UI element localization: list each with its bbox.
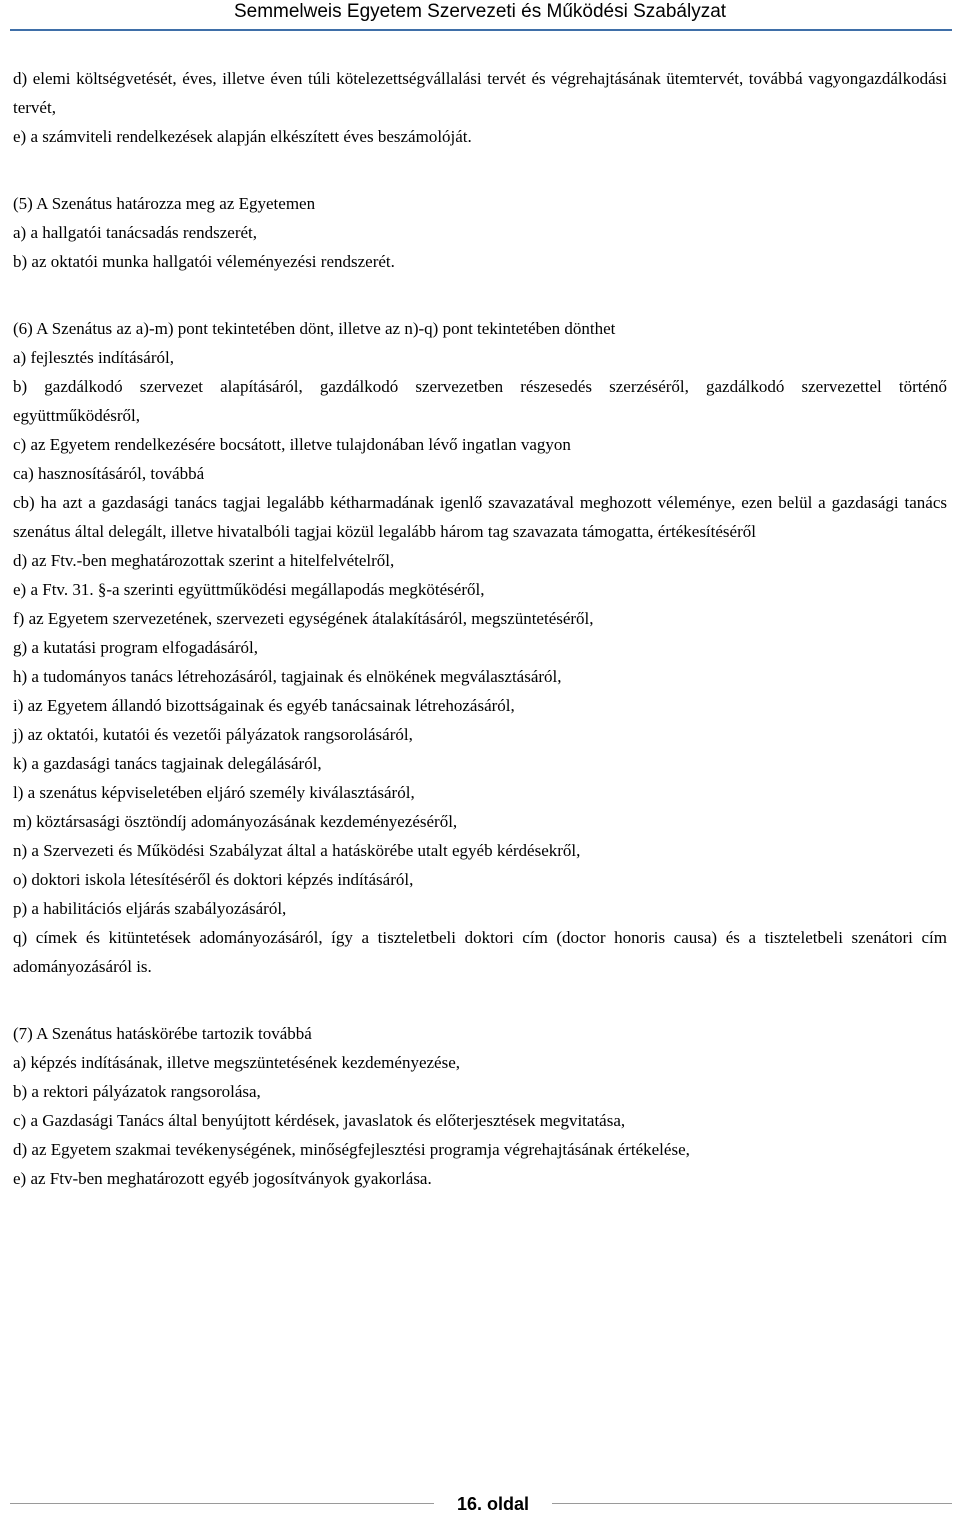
header-divider [10,29,952,31]
footer-rule-left [10,1503,434,1504]
document-header-title: Semmelweis Egyetem Szervezeti és Működési Szabályzat [233,1,727,22]
section-6-item-n: n) a Szervezeti és Működési Szabályzat által a hatáskörébe utalt egyéb kérdésekről, [13,841,581,860]
section-6-heading: (6) A Szenátus az a)-m) pont tekintetében dönt, illetve az n)-q) pont tekintetében dönthet [13,319,616,338]
document-body [13,64,947,1193]
section-7-item-e: e) az Ftv-ben meghatározott egyéb jogosítványok gyakorlása. [13,1169,432,1188]
section-6-item-m: m) köztársasági ösztöndíj adományozásának kezdeményezéséről, [13,812,458,831]
footer-rule-right [552,1503,952,1504]
paragraph-d-budget: d) elemi költségvetését, éves, illetve éven túli kötelezettségvállalási tervét és végrehajtásának ütemtervét, továbbá vagyongazdálkodási tervét, [13,69,947,117]
section-6-item-e: e) a Ftv. 31. §-a szerinti együttműködési megállapodás megkötéséről, [13,580,485,599]
section-6-item-g: g) a kutatási program elfogadásáról, [13,638,258,657]
section-7-heading: (7) A Szenátus hatáskörébe tartozik továbbá [13,1024,312,1043]
section-6-item-i: i) az Egyetem állandó bizottságainak és egyéb tanácsainak létrehozásáról, [13,696,515,715]
section-7-item-a: a) képzés indításának, illetve megszüntetésének kezdeményezése, [13,1053,460,1072]
section-7-item-b: b) a rektori pályázatok rangsorolása, [13,1082,261,1101]
section-6-item-l: l) a szenátus képviseletében eljáró személy kiválasztásáról, [13,783,415,802]
section-7-item-c: c) a Gazdasági Tanács által benyújtott kérdések, javaslatok és előterjesztések megvitatása, [13,1111,626,1130]
page-number: 16. oldal [456,1494,530,1514]
section-6-item-h: h) a tudományos tanács létrehozásáról, tagjainak és elnökének megválasztásáról, [13,667,562,686]
section-6-item-b: b) gazdálkodó szervezet alapításáról, gazdálkodó szervezetben részesedés szerzéséről, gazdálkodó szervezettel történő együttműködésről, [13,377,947,425]
paragraph-e-accounts: e) a számviteli rendelkezések alapján elkészített éves beszámolóját. [13,127,472,146]
section-6-item-f: f) az Egyetem szervezetének, szervezeti egységének átalakításáról, megszüntetéséről, [13,609,594,628]
section-5-heading: (5) A Szenátus határozza meg az Egyetemen [13,194,316,213]
section-6-item-c: c) az Egyetem rendelkezésére bocsátott, illetve tulajdonában lévő ingatlan vagyon [13,435,571,454]
section-6-item-d: d) az Ftv.-ben meghatározottak szerint a hitelfelvételről, [13,551,395,570]
section-5-item-a: a) a hallgatói tanácsadás rendszerét, [13,223,258,242]
section-6-item-p: p) a habilitációs eljárás szabályozásáról, [13,899,287,918]
section-6-item-q: q) címek és kitüntetések adományozásáról, így a tiszteletbeli doktori cím (doctor honoris causa) és a tiszteletbeli szenátori cím adományozásáról is. [13,928,947,976]
section-6-item-o: o) doktori iskola létesítéséről és doktori képzés indításáról, [13,870,414,889]
section-6-item-j: j) az oktatói, kutatói és vezetői pályázatok rangsorolásáról, [13,725,413,744]
section-6-item-ca: ca) hasznosításáról, továbbá [13,464,205,483]
section-5-item-b: b) az oktatói munka hallgatói véleményezési rendszerét. [13,252,395,271]
section-6-item-a: a) fejlesztés indításáról, [13,348,174,367]
section-7-item-d: d) az Egyetem szakmai tevékenységének, minőségfejlesztési programja végrehajtásának értékelése, [13,1140,690,1159]
section-6-item-cb: cb) ha azt a gazdasági tanács tagjai legalább kétharmadának igenlő szavazatával meghozott véleménye, ezen belül a gazdasági tanács szenátus által delegált, illetve hivatalbóli tagjai közül legalább három tag szavazata támogatta, értékesítéséről [13,493,947,541]
section-6-item-k: k) a gazdasági tanács tagjainak delegálásáról, [13,754,322,773]
